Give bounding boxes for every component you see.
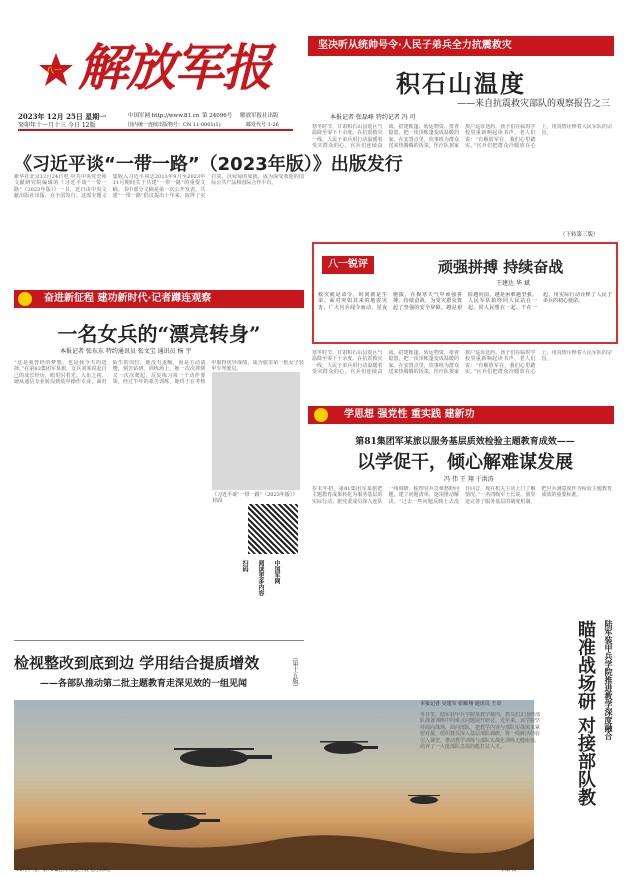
masthead (0, 0, 300, 132)
story5-byline: 本报记者 吴建军 张雁翔 通讯员 王奇 (420, 701, 502, 707)
feature-title[interactable]: 积石山温度 (396, 69, 526, 98)
commentary-tag: 八一锐评 (322, 256, 374, 274)
story3-byline: 冯 伟 王 翔 于洪涛 (444, 476, 494, 483)
qr-note-3: 中国军网 (273, 560, 280, 584)
feature-byline: 本报记者 张磊峰 特约记者 冯 可 (330, 114, 416, 121)
story2-body: “这是我曾经的梦想，也是我今天的选择。”在第83集团军某旅，女兵刘某说起自己的成长经历，眼里闪着光。入伍之初，她从通信专业转岗到装甲操作专业，面对陌生的岗位，她没有退缩，而是主动请缨，刻苦钻研。训练场上，她一次次摔倒又一次次爬起，反复练习每一个动作要领。经过半年的艰苦训练，她终于在考核中取得优异成绩，成为旅里第一批女子装甲车驾驶员。 (14, 360, 304, 386)
commentary-author: 王建达 华 斌 (496, 280, 530, 287)
lead-headline[interactable]: 《习近平谈“一带一路”（2023年版）》出版发行 (14, 154, 403, 175)
story3-headline[interactable]: 以学促干，倾心解难谋发展 (357, 452, 573, 473)
story4-subtitle: ——各部队推动第二批主题教育走深见效的一组见闻 (40, 679, 248, 689)
story2-byline: 本报记者 张东东 特约通讯员 张文宝 通讯员 杨 宇 (60, 348, 192, 355)
story5-body: 冬日里，陆军装甲兵学院某教学楼内，教员们正围绕部队战备训练中的难点问题展开研讨。近年来，该学院坚持面向战场、面向部队，把教学内容与部队实战需求紧密对接，组织教员深入基层部队调研，将一线鲜活经验引入课堂，推动教学训练与部队实战化训练无缝衔接，培养了一大批部队急需的能打仗人才。 (420, 712, 540, 751)
story3-body: 岁末年初，第81集团军某旅把主题教育成果转化为服务基层的实际行动。旅党委成员深入连队一线调研，梳理官兵急难愁盼问题，建立问题清单，逐项推动解决。“过去一些问题反映上去没有回音，现在机关主动上门了解情况。”一名四级军士长说。旅里还完善了服务基层的制度机制，把官兵满意度作为检验主题教育成效的重要标准。 (312, 486, 612, 505)
paper-name-logo: 解放军报 (78, 38, 270, 97)
section-band-left-label: 奋进新征程 建功新时代·记者蹲连观察 (44, 293, 212, 304)
qr-code-icon[interactable] (248, 504, 298, 554)
photo-caption: 12月中旬，第72集团军某旅开展飞行训练。 (16, 867, 114, 873)
commentary-title[interactable]: 顽强拼搏 持续奋战 (438, 258, 564, 276)
feature-subtitle: ——来自抗震救灾部队的观察报告之三 (456, 99, 610, 109)
publication-code: 国内统一连续出版物号：CN 11-0001(1) (128, 122, 221, 128)
book-cover-caption: 《习近平谈“一带一路”（2023年版）》 封面 (212, 492, 298, 504)
lead-body: 新华社北京12月24日电 中共中央党史和文献研究院编辑的《习近平谈“一带一路”（2023年版）》一书，近日由中央文献出版社出版，在全国发行。这部专题文集收入习近平同志2013年9月至2023年11月期间关于共建“一带一路”的重要文稿。书中部分文稿是第一次公开发表。共建“一带一路”倡议提出十年来，取得了实打实、沉甸甸的成就，成为深受欢迎的国际公共产品和国际合作平台。 (14, 174, 304, 200)
postal-code: 邮发代号 1-26 (246, 122, 279, 128)
story5-headline[interactable]: 瞄准战场研 对接部队教 (575, 620, 596, 807)
serial-number: 第 24096号 (202, 113, 233, 119)
book-cover-photo (212, 372, 300, 490)
story3-kicker: 第81集团军某旅以服务基层质效检验主题教育成效—— (355, 437, 575, 447)
feature-body: 寒冬时节，甘肃积石山县震区气温降至零下十余度。在抗震救灾一线，人民子弟兵用行动温暖着受灾群众的心。官兵们连续奋战，搭建帐篷、转运物资、排查隐患，把一顶顶帐篷变成温暖的家。在安置点里，炊事班为群众送来热腾腾的饭菜，医疗队挨家挨户巡诊送药。孩子们在临时学校里重新响起读书声，老人们说：“有解放军在，我们心里踏实。”官兵们把群众冷暖放在心上，用真情诠释着人民军队的宗旨。 (312, 124, 612, 150)
qr-note-1: 扫码 (241, 560, 248, 572)
party-flag-icon (314, 408, 328, 422)
feature-continued: （下转第三版） (560, 232, 599, 238)
story4-tag: （第十五版） (291, 654, 298, 690)
masthead-rule (18, 129, 293, 131)
party-emblem-icon (18, 292, 32, 306)
feature-continued-body: 寒冬时节，甘肃积石山县震区气温降至零下十余度。在抗震救灾一线，人民子弟兵用行动温暖着受灾群众的心。官兵们连续奋战，搭建帐篷、转运物资、排查隐患，把一顶顶帐篷变成温暖的家。在安置点里，炊事班为群众送来热腾腾的饭菜，医疗队挨家挨户巡诊送药。孩子们在临时学校里重新响起读书声，老人们说：“有解放军在，我们心里踏实。”官兵们把群众冷暖放在心上，用真情诠释着人民军队的宗旨。 (312, 350, 612, 376)
story2-headline[interactable]: 一名女兵的“漂亮转身” (57, 322, 261, 346)
section-band-right-label: 学思想 强党性 重实践 建新功 (344, 409, 475, 420)
site-url[interactable]: 中国军网 http://www.81.cn (128, 113, 200, 119)
issue-date: 2023年 12月 25日 星期一 (18, 112, 107, 121)
photo-credit: 李康 摄 (500, 867, 517, 873)
publisher: 解放军报社出版 (240, 113, 279, 119)
story4-headline[interactable]: 检视整改到底到边 学用结合提质增效 (14, 654, 260, 672)
story5-kicker: 陆军装甲兵学院推进教学深度融合 (604, 620, 614, 740)
divider-rule (14, 640, 304, 641)
section-band-right (308, 406, 614, 424)
emblem-text: 八一 (46, 65, 62, 75)
top-banner: 坚决听从统帅号令·人民子弟兵全力抗震救灾 (308, 36, 614, 56)
lunar-date: 癸卯年十一月十三 今日 12版 (18, 122, 96, 129)
commentary-body: 救灾就是命令，时间就是生命。面对突如其来的地震灾害，广大官兵闻令而动、星夜驰援，在极寒天气中顽强拼搏、持续奋战，为受灾群众筑起了坚强的安全屏障。越是艰险越向前，越是困难越坚强。人民军队始终同人民站在一起，同人民想在一起、干在一起，用实际行动诠释了人民子弟兵的初心使命。 (318, 292, 612, 311)
section-band-left (14, 290, 304, 308)
qr-note-2: 阅读更多内容 (257, 560, 264, 596)
